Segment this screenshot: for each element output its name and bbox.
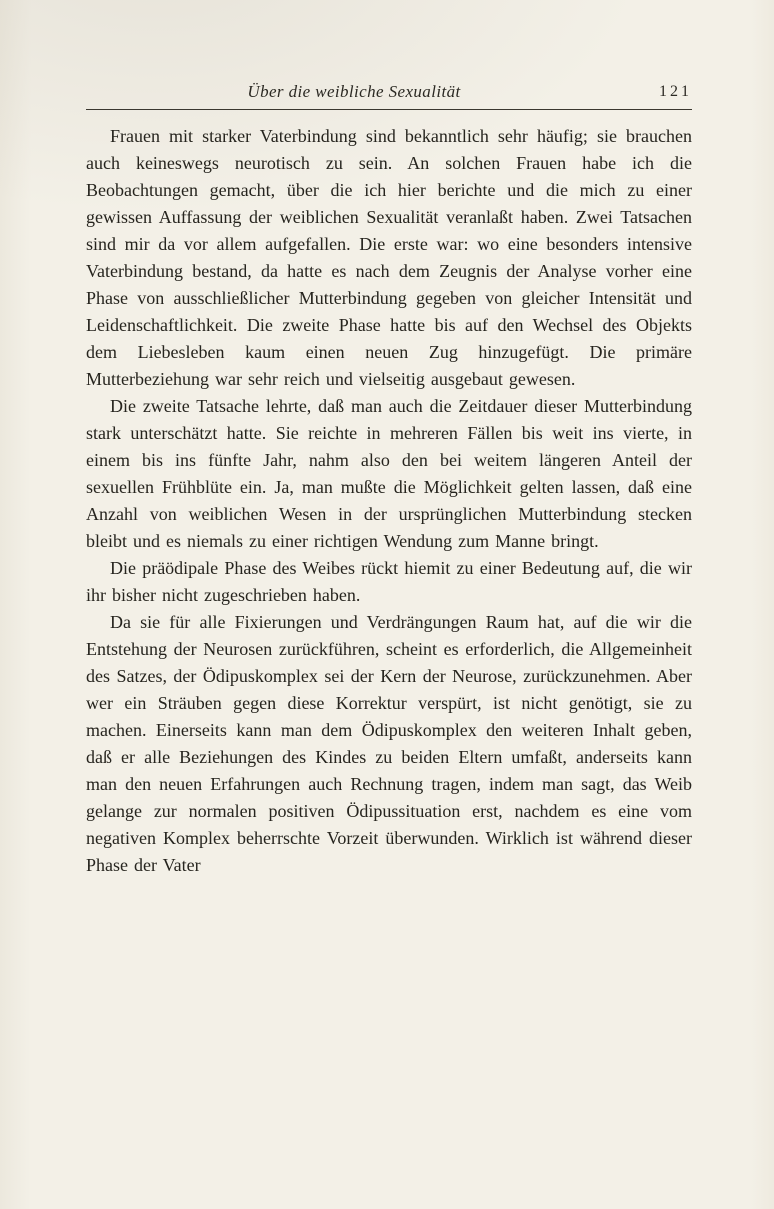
- paragraph: Da sie für alle Fixierungen und Verdrängungen Raum hat, auf die wir die Entstehung der Neurosen zurückführen, scheint es erforderlich, die Allgemeinheit des Satzes, der Ödipuskomplex sei der Kern der Neurose, zurückzunehmen. Aber wer ein Sträuben gegen diese Korrektur verspürt, ist nicht genötigt, sie zu machen. Einerseits kann man dem Ödipuskomplex den weiteren Inhalt geben, daß er alle Beziehungen des Kindes zu beiden Eltern umfaßt, anderseits kann man den neuen Erfahrungen auch Rechnung tragen, indem man sagt, das Weib gelange zur normalen positiven Ödipussituation erst, nachdem es eine vom negativen Komplex beherrschte Vorzeit überwunden. Wirklich ist während dieser Phase der Vater: [86, 612, 692, 875]
- paragraph: Die zweite Tatsache lehrte, daß man auch die Zeitdauer dieser Mutterbindung stark unterschätzt hatte. Sie reichte in mehreren Fällen bis weit ins vierte, in einem bis ins fünfte Jahr, nahm also den bei weitem längeren Anteil der sexuellen Frühblüte ein. Ja, man mußte die Möglichkeit gelten lassen, daß eine Anzahl von weiblichen Wesen in der ursprünglichen Mutterbindung stecken bleibt und es niemals zu einer richtigen Wendung zum Manne bringt.: [86, 396, 692, 551]
- paragraph: Die präödipale Phase des Weibes rückt hiemit zu einer Bedeutung auf, die wir ihr bisher nicht zugeschrieben haben.: [86, 558, 692, 605]
- header-rule: [86, 109, 692, 110]
- page-content: [86, 82, 692, 879]
- page-number: 121: [659, 83, 692, 100]
- paragraph: Frauen mit starker Vaterbindung sind bekanntlich sehr häufig; sie brauchen auch keineswegs neurotisch zu sein. An solchen Frauen habe ich die Beobachtungen gemacht, über die ich hier berichte und die mich zu einer gewissen Auffassung der weiblichen Sexualität veranlaßt haben. Zwei Tatsachen sind mir da vor allem aufgefallen. Die erste war: wo eine besonders intensive Vaterbindung bestand, da hatte es nach dem Zeugnis der Analyse vorher eine Phase von ausschließlicher Mutterbindung gegeben von gleicher Intensität und Leidenschaftlichkeit. Die zweite Phase hatte bis auf den Wechsel des Objekts dem Liebesleben kaum einen neuen Zug hinzugefügt. Die primäre Mutterbeziehung war sehr reich und vielseitig ausgebaut gewesen.: [86, 126, 692, 389]
- running-header-title: Über die weibliche Sexualität: [247, 82, 461, 101]
- running-header: [86, 82, 692, 106]
- body-text: [86, 123, 692, 879]
